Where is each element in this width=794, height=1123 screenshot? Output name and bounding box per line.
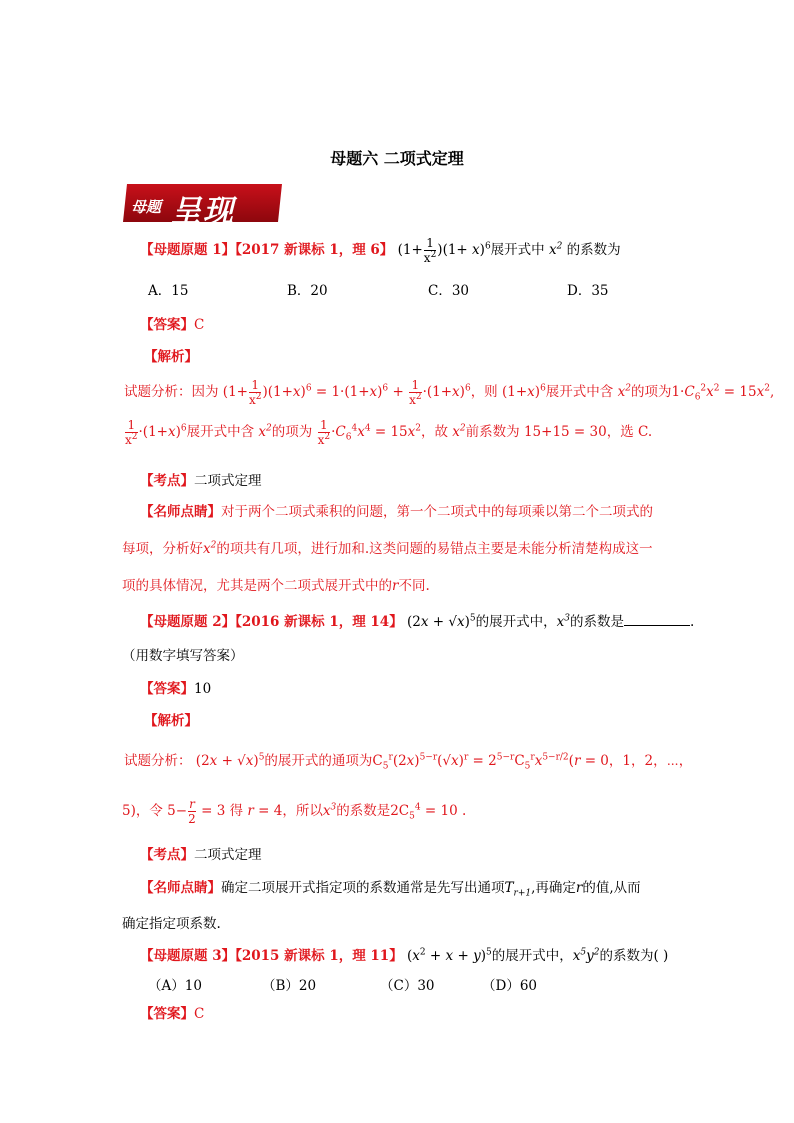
problem-1-mingshi-line-2: [122, 537, 653, 557]
mingshi-text: ,再确定: [531, 880, 576, 896]
formula-x2: $x^2$: [548, 241, 563, 258]
problem-3-source: 【2015 新课标 1，理 11】: [235, 948, 403, 964]
formula-1f: $\frac{1}{x^2}$ $\cdot C_6^4x^4 = 15x^2$: [317, 418, 421, 447]
problem-1-mingshi-line-3: [122, 574, 430, 594]
mingshi-text: 的值,从而: [582, 880, 641, 896]
formula-tr1: $T_{r+1}$: [504, 880, 532, 899]
problem-1-stem-suffix: 展开式中: [490, 242, 545, 258]
section-banner: [123, 184, 278, 229]
kaodian-label: 【考点】: [140, 847, 194, 863]
analysis-text: ，则: [470, 384, 498, 400]
problem-2-tag: 【母题原题 2】: [140, 614, 236, 630]
problem-2-analysis-line-2: [122, 797, 466, 826]
mingshi-text: 的项共有几项，进行加和.这类问题的易错点主要是未能分析清楚构成这一: [216, 541, 653, 557]
problem-2-analysis-label: 【解析】: [144, 713, 198, 729]
analysis-text: 前系数为: [465, 424, 520, 440]
problem-2-kaodian: [140, 843, 262, 863]
analysis-text: ，故: [421, 424, 448, 440]
analysis-text: 的系数是: [336, 803, 391, 819]
analysis-text: 的项为: [271, 424, 313, 440]
formula-x2: $x^2$: [258, 423, 272, 440]
formula-2b: $(2x + √x)^5$: [195, 752, 265, 769]
problem-1-analysis-line-2: [124, 418, 652, 447]
mingshi-text: 对于两个二项式乘积的问题，第一个二项式中的每项乘以第二个二项式的: [221, 504, 653, 520]
formula-2d: 5)，令 5− $\frac{r}{2}$ = 3 得 r = 4: [122, 797, 283, 826]
answer-label: 【答案】: [140, 317, 194, 333]
formula-x2: $x^2$: [617, 383, 631, 400]
problem-2-stem-suffix: 的展开式中，: [475, 614, 557, 630]
problem-2-stem: [140, 610, 694, 630]
option-c[interactable]: C．30: [428, 283, 470, 299]
option-b[interactable]: B．20: [287, 283, 328, 299]
answer-label: 【答案】: [140, 1006, 194, 1022]
formula-1d: $1\cdot C_6^2x^2 = 15x^2$,: [671, 383, 775, 403]
mingshi-label: 【名师点睛】: [140, 880, 221, 896]
problem-2-note: （用数字填写答案）: [122, 648, 244, 664]
problem-2-mingshi-line-2: 确定指定项系数.: [122, 916, 221, 932]
mingshi-text: 每项，分析好: [122, 541, 203, 557]
option-a[interactable]: A．15: [148, 283, 189, 299]
option-d[interactable]: （D）60: [482, 978, 538, 994]
problem-3-tag: 【母题原题 3】: [140, 948, 236, 964]
analysis-text: 展开式中含: [186, 424, 255, 440]
option-d[interactable]: D．35: [567, 283, 609, 299]
answer-value: C: [194, 1006, 205, 1022]
formula-1b: (1+ $\frac{1}{x^2}$ )$(1+x)^6 = 1\cdot(1+x)^6$ + $\frac{1}{x^2}$ $\cdot(1+x)^6$: [222, 378, 471, 407]
analysis-text: 试题分析：因为: [124, 384, 219, 400]
analysis-text: 的展开式的通项为: [264, 753, 373, 769]
problem-3-answer: [140, 1002, 204, 1022]
problem-2-source: 【2016 新课标 1，理 14】: [235, 614, 403, 630]
formula-x5y2: $x^5y^2$: [572, 947, 600, 964]
problem-2-stem-tail: 的系数是: [569, 614, 624, 630]
formula-1e: $\frac{1}{x^2}$ $\cdot(1+x)^6$: [125, 418, 187, 447]
problem-2-stem-end: .: [689, 614, 695, 630]
formula-2e: $2C_5^4 = 10$ .: [390, 802, 467, 822]
analysis-text: 的项为: [630, 384, 672, 400]
problem-1-stem: [140, 236, 621, 265]
problem-1-stem-tail: 的系数为: [566, 242, 621, 258]
problem-1-answer: [140, 313, 204, 333]
problem-1-analysis-line-1: [124, 378, 774, 407]
answer-blank[interactable]: [624, 613, 690, 626]
banner-big-text: 呈现: [171, 194, 235, 229]
formula-1c: $(1+x)^6$: [501, 383, 546, 400]
problem-2-analysis-line-1: [124, 749, 693, 772]
problem-3-stem: [140, 944, 668, 964]
problem-1-kaodian: [140, 469, 262, 489]
option-c[interactable]: （C）30: [380, 978, 435, 994]
problem-1-tag: 【母题原题 1】: [140, 242, 236, 258]
formula-x2: $x^2$: [452, 423, 466, 440]
analysis-text: ，选 C.: [606, 424, 653, 440]
option-b[interactable]: （B）20: [262, 978, 317, 994]
option-a[interactable]: （A）10: [148, 978, 202, 994]
problem-2-mingshi-line-1: [140, 876, 641, 899]
formula-2c: $C_5^r(2x)^{5-r}(√x)^r = 2^{5-r}C_5^rx^{5-r/2}(r = 0$，1，2，⋯，: [372, 752, 693, 772]
formula-2a: $(2x + √x)^5$: [407, 613, 476, 630]
formula-x2: $x^2$: [203, 540, 217, 557]
formula-1g: 15+15 = 30: [523, 424, 607, 440]
formula-r: r: [392, 578, 399, 594]
analysis-text: 试题分析：: [124, 753, 192, 769]
problem-1-source: 【2017 新课标 1，理 6】: [235, 242, 394, 258]
formula-x3: $x^3$: [556, 613, 570, 630]
formula-1a: (1+ $\frac{1}{x^2}$ )$(1+ x)^6$: [397, 236, 491, 265]
kaodian-value: 二项式定理: [194, 847, 262, 863]
problem-1-analysis-label: 【解析】: [144, 349, 198, 365]
analysis-text: 展开式中含: [545, 384, 614, 400]
answer-label: 【答案】: [140, 681, 194, 697]
answer-value: 10: [194, 681, 212, 697]
mingshi-text: 确定二项展开式指定项的系数通常是先写出通项: [221, 880, 505, 896]
analysis-text: ，所以: [282, 803, 323, 819]
problem-2-answer: [140, 677, 211, 697]
formula-r: r: [575, 880, 583, 896]
formula-3a: $(x^2 + x + y)^5$: [407, 947, 492, 964]
formula-x3: $x^3$: [322, 802, 337, 819]
mingshi-text: 不同.: [398, 578, 430, 594]
mingshi-text: 项的具体情况，尤其是两个二项式展开式中的: [122, 578, 392, 594]
problem-1-mingshi-line-1: [140, 500, 653, 520]
kaodian-label: 【考点】: [140, 473, 194, 489]
answer-value: C: [194, 317, 205, 333]
mingshi-label: 【名师点睛】: [140, 504, 221, 520]
kaodian-value: 二项式定理: [194, 473, 262, 489]
problem-3-stem-suffix: 的展开式中，: [491, 948, 573, 964]
problem-3-stem-tail: 的系数为( ): [599, 948, 669, 964]
page-title: 母题六 二项式定理: [330, 149, 464, 168]
banner-small-text: 母题: [131, 198, 162, 216]
